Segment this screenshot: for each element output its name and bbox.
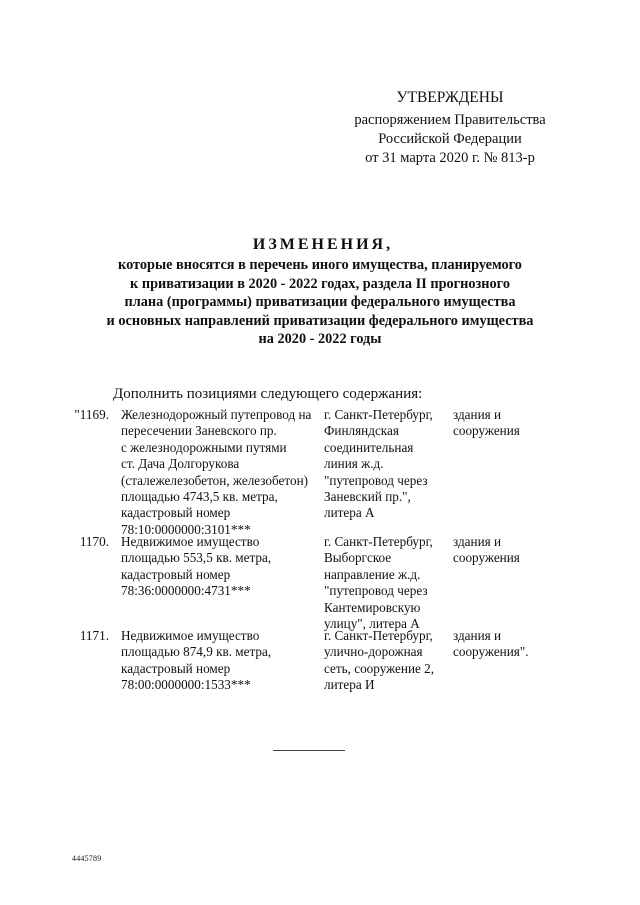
item-category (453, 407, 563, 440)
description-line: 78:36:0000000:4731*** (121, 583, 251, 599)
description-line: площадью 4743,5 кв. метра, (121, 489, 278, 505)
intro-text: Дополнить позициями следующего содержания: (113, 386, 423, 402)
address-line: литера И (324, 677, 375, 693)
address-line: "путепровод через (324, 472, 428, 488)
address-line: улично-дорожная (324, 644, 423, 660)
description-line: (сталежелезобетон, железобетон) (121, 472, 309, 488)
address-line: улицу", литера А (324, 616, 420, 632)
address-line: литера А (324, 505, 375, 521)
description-line: кадастровый номер (121, 566, 231, 582)
category-line: здания и (453, 534, 502, 549)
end-separator (273, 750, 345, 751)
document-subtitle (0, 256, 640, 349)
document-title-block (0, 234, 640, 349)
address-line: г. Санкт-Петербург, (324, 534, 433, 549)
approval-line: Российской Федерации (378, 131, 522, 147)
item-category (453, 534, 563, 567)
category-line: здания и (453, 407, 502, 422)
address-line: Кантемировскую (324, 599, 421, 615)
item-number: 1170. (79, 534, 109, 549)
category-line: сооружения". (453, 644, 529, 660)
approval-line: распоряжением Правительства (354, 112, 546, 128)
address-line: соединительная (324, 439, 414, 455)
category-line: здания и (453, 628, 502, 643)
item-description (121, 628, 321, 694)
address-line: г. Санкт-Петербург, (324, 628, 433, 643)
address-line: сеть, сооружение 2, (324, 660, 435, 676)
subtitle-line: к приватизации в 2020 - 2022 годах, раздела II прогнозного (130, 275, 510, 292)
item-number: 1171. (79, 628, 109, 643)
address-line: направление ж.д. (324, 566, 421, 582)
document-title: ИЗМЕНЕНИЯ, (252, 236, 394, 253)
address-line: Выборгское (324, 550, 392, 566)
address-line: "путепровод через (324, 583, 428, 599)
description-line: ст. Дача Долгорукова (121, 456, 240, 472)
subtitle-line: плана (программы) приватизации федерального имущества (124, 294, 516, 310)
description-line: Железнодорожный путепровод на (121, 407, 312, 422)
document-id: 4445789 (72, 854, 102, 863)
description-line: с железнодорожными путями (121, 439, 287, 455)
item-number: "1169. (74, 407, 109, 422)
approval-line: от 31 марта 2020 г. № 813-р (365, 150, 535, 166)
description-line: 78:10:0000000:3101*** (121, 521, 251, 537)
description-line: Недвижимое имущество (121, 534, 260, 549)
item-category (453, 628, 563, 661)
address-line: г. Санкт-Петербург, (324, 407, 433, 422)
item-address (324, 407, 454, 522)
subtitle-line: которые вносятся в перечень иного имущества, планируемого (118, 257, 522, 273)
description-line: 78:00:0000000:1533*** (121, 677, 251, 693)
address-line: Финляндская (324, 423, 399, 439)
address-line: Заневский пр.", (324, 489, 411, 505)
category-line: сооружения (453, 550, 520, 566)
subtitle-line: на 2020 - 2022 годы (258, 331, 382, 347)
subtitle-line: и основных направлений приватизации федерального имущества (106, 312, 534, 329)
address-line: линия ж.д. (324, 456, 384, 472)
description-line: пересечении Заневского пр. (121, 423, 277, 439)
item-description (121, 534, 321, 600)
item-address (324, 534, 454, 632)
description-line: кадастровый номер (121, 660, 231, 676)
approval-heading: УТВЕРЖДЕНЫ (396, 89, 504, 106)
description-line: площадью 874,9 кв. метра, (121, 644, 272, 660)
approval-stamp (330, 88, 570, 168)
item-description (121, 407, 321, 538)
description-line: кадастровый номер (121, 505, 231, 521)
category-line: сооружения (453, 423, 520, 439)
item-address (324, 628, 454, 694)
description-line: площадью 553,5 кв. метра, (121, 550, 272, 566)
description-line: Недвижимое имущество (121, 628, 260, 643)
